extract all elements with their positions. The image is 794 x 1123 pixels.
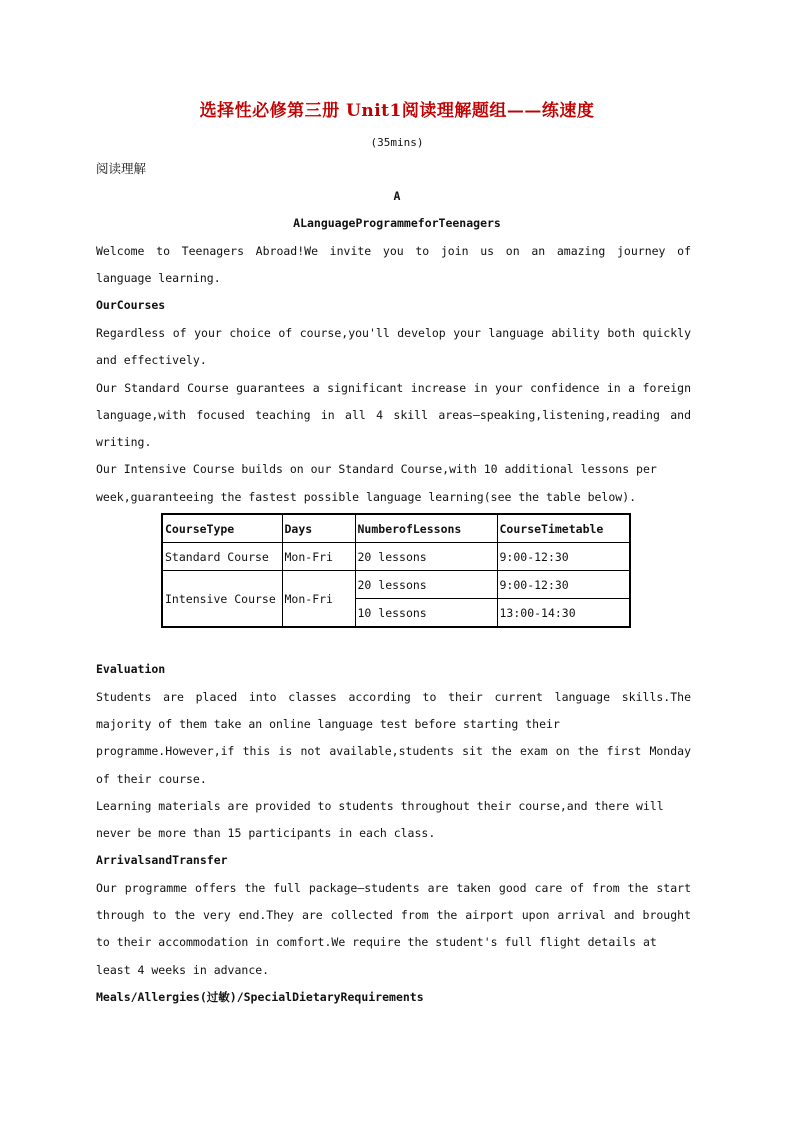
- header-days: Days: [282, 514, 355, 543]
- cell-intensive-time-1: 9:00-12:30: [497, 571, 630, 599]
- arrivals-line-1: Our programme offers the full package—students are taken good care of from the start: [96, 881, 691, 895]
- cell-standard-days: Mon-Fri: [282, 543, 355, 571]
- table-row: [162, 571, 630, 599]
- table-row: [162, 543, 630, 571]
- header-course-type: CourseType: [162, 514, 282, 543]
- courses-p2-line-3: writing.: [96, 435, 152, 449]
- table-header-row: [162, 514, 630, 543]
- eval-p2-line-2: never be more than 15 participants in each class.: [96, 826, 436, 840]
- cell-intensive-time-2: 13:00-14:30: [497, 599, 630, 628]
- courses-p1-line-2: and effectively.: [96, 353, 207, 367]
- arrivals-line-2: through to the very end.They are collected from the airport upon arrival and brought: [96, 908, 691, 922]
- eval-p1-line-2: majority of them take an online language test before starting their: [96, 717, 560, 731]
- header-lessons: NumberofLessons: [355, 514, 497, 543]
- courses-p1-line-1: Regardless of your choice of course,you'll develop your language ability both quickly: [96, 326, 691, 340]
- document-title: 选择性必修第三册 Unit1阅读理解题组——练速度: [199, 101, 595, 121]
- courses-p3-line-1: Our Intensive Course builds on our Standard Course,with 10 additional lessons per: [96, 462, 657, 476]
- intro-line-2: language learning.: [96, 271, 221, 285]
- time-limit: (35mins): [370, 136, 424, 149]
- eval-p1-line-3: programme.However,if this is not available,students sit the exam on the first Monday: [96, 744, 691, 758]
- courses-p3-line-2: week,guaranteeing the fastest possible language learning(see the table below).: [96, 490, 637, 504]
- heading-evaluation: Evaluation: [96, 662, 166, 676]
- intro-line-1: Welcome to Teenagers Abroad!We invite you to join us on an amazing journey of: [96, 244, 691, 258]
- cell-standard-time: 9:00-12:30: [497, 543, 630, 571]
- header-timetable: CourseTimetable: [497, 514, 630, 543]
- heading-arrivals: ArrivalsandTransfer: [96, 853, 228, 867]
- passage-letter: A: [393, 189, 401, 203]
- course-table: [161, 513, 631, 628]
- eval-p1-line-4: of their course.: [96, 772, 207, 786]
- arrivals-line-4: least 4 weeks in advance.: [96, 963, 270, 977]
- courses-p2-line-1: Our Standard Course guarantees a significant increase in your confidence in a foreign: [96, 381, 691, 395]
- heading-meals: Meals/Allergies(过敏)/SpecialDietaryRequirements: [96, 990, 424, 1004]
- arrivals-line-3: to their accommodation in comfort.We require the student's full flight details at: [96, 935, 657, 949]
- eval-p1-line-1: Students are placed into classes according to their current language skills.The: [96, 690, 691, 704]
- courses-p2-line-2: language,with focused teaching in all 4 skill areas—speaking,listening,reading and: [96, 408, 691, 422]
- eval-p2-line-1: Learning materials are provided to students throughout their course,and there will: [96, 799, 664, 813]
- cell-standard-type: Standard Course: [162, 543, 282, 571]
- section-label: 阅读理解: [96, 161, 147, 176]
- passage-title: ALanguageProgrammeforTeenagers: [293, 216, 501, 230]
- cell-standard-lessons: 20 lessons: [355, 543, 497, 571]
- cell-intensive-lessons-2: 10 lessons: [355, 599, 497, 628]
- cell-intensive-days: Mon-Fri: [282, 571, 355, 628]
- cell-intensive-lessons-1: 20 lessons: [355, 571, 497, 599]
- cell-intensive-type: Intensive Course: [162, 571, 282, 628]
- heading-our-courses: OurCourses: [96, 298, 166, 312]
